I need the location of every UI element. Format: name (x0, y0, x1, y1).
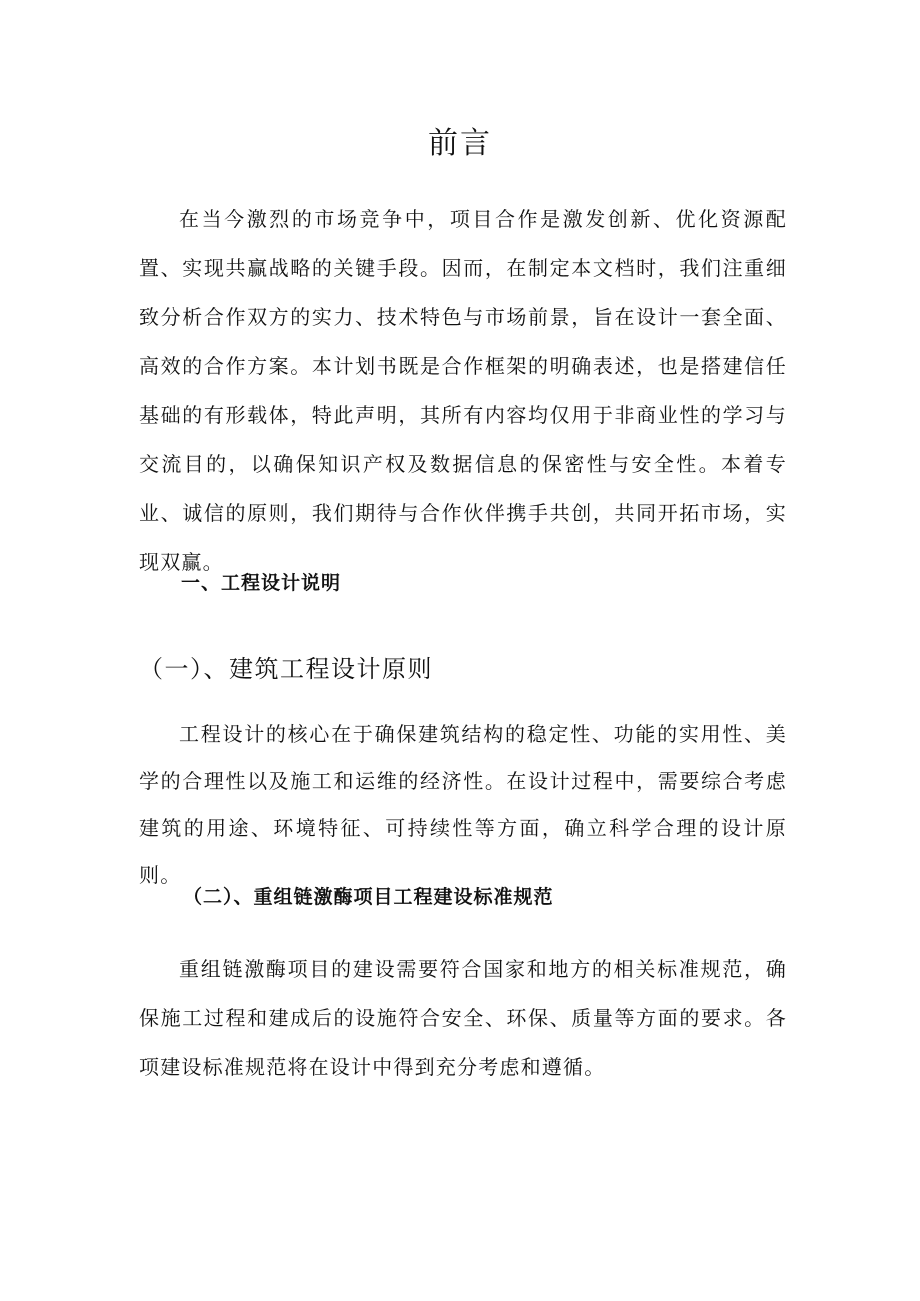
design-principles-paragraph: 工程设计的核心在于确保建筑结构的稳定性、功能的实用性、美学的合理性以及施工和运维的经济性。在设计过程中，需要综合考虑建筑的用途、环境特征、可持续性等方面，确立科学合理的设计原则。 (139, 722, 787, 887)
section-heading-engineering-design: 一、工程设计说明 (181, 572, 342, 594)
preface-paragraph: 在当今激烈的市场竞争中，项目合作是激发创新、优化资源配置、实现共赢战略的关键手段。因而，在制定本文档时，我们注重细致分析合作双方的实力、技术特色与市场前景，旨在设计一套全面、高效的合作方案。本计划书既是合作框架的明确表述，也是搭建信任基础的有形载体，特此声明，其所有内容均仅用于非商业性的学习与交流目的，以确保知识产权及数据信息的保密性与安全性。本着专业、诚信的原则，我们期待与合作伙伴携手共创，共同开拓市场，实现双赢。 (139, 207, 787, 574)
construction-standards-paragraph: 重组链激酶项目的建设需要符合国家和地方的相关标准规范，确保施工过程和建成后的设施符合安全、环保、质量等方面的要求。各项建设标准规范将在设计中得到充分考虑和遵循。 (139, 957, 787, 1079)
subsection-heading-construction-standards: （二）、重组链激酶项目工程建设标准规范 (183, 886, 554, 908)
page-title: 前言 (428, 126, 492, 161)
subsection-heading-design-principles: （一）、建筑工程设计原则 (139, 655, 433, 683)
